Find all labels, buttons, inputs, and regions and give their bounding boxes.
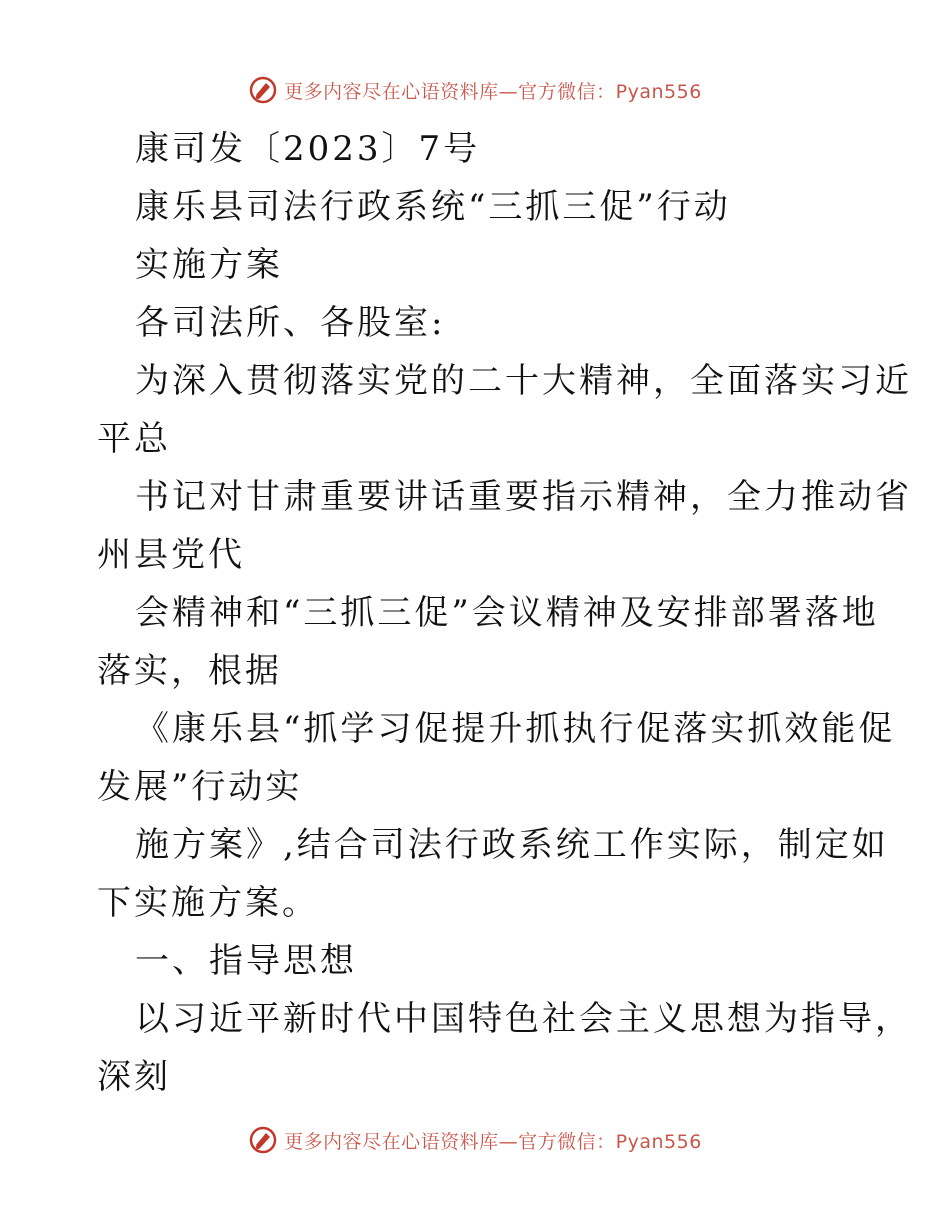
- doc-salutation: 各司法所、各股室:: [135, 303, 446, 343]
- body-line: 《康乐县“抓学习促提升抓执行促落实抓效能促: [135, 709, 896, 749]
- body-line: 下实施方案。: [97, 883, 319, 923]
- body-line: 为深入贯彻落实党的二十大精神，全面落实习近: [135, 361, 912, 401]
- doc-title-line-2: 实施方案: [135, 245, 283, 285]
- doc-number: 康司发〔2023〕7号: [135, 129, 481, 169]
- section-heading: 一、指导思想: [135, 941, 357, 981]
- doc-title-line-1: 康乐县司法行政系统“三抓三促”行动: [135, 187, 731, 227]
- body-line: 书记对甘肃重要讲话重要指示精神，全力推动省: [135, 477, 912, 517]
- body-line: 以习近平新时代中国特色社会主义思想为指导，: [135, 999, 912, 1039]
- body-line: 落实，根据: [97, 651, 282, 691]
- watermark-footer: [0, 1120, 950, 1160]
- body-line: 州县党代: [97, 535, 245, 575]
- body-line: 平总: [97, 419, 171, 459]
- document-body: [97, 120, 912, 1106]
- body-line: 深刻: [97, 1057, 171, 1097]
- watermark-header: [0, 70, 950, 110]
- body-line: 发展”行动实: [97, 767, 303, 807]
- body-line: 施方案》,结合司法行政系统工作实际，制定如: [135, 825, 889, 865]
- watermark-text: 更多内容尽在心语资料库—官方微信：Pyan556: [284, 1130, 702, 1153]
- watermark-text: 更多内容尽在心语资料库—官方微信：Pyan556: [284, 80, 702, 103]
- watermark-logo-icon: [248, 1125, 278, 1155]
- body-line: 会精神和“三抓三促”会议精神及安排部署落地: [135, 593, 879, 633]
- watermark-logo-icon: [248, 75, 278, 105]
